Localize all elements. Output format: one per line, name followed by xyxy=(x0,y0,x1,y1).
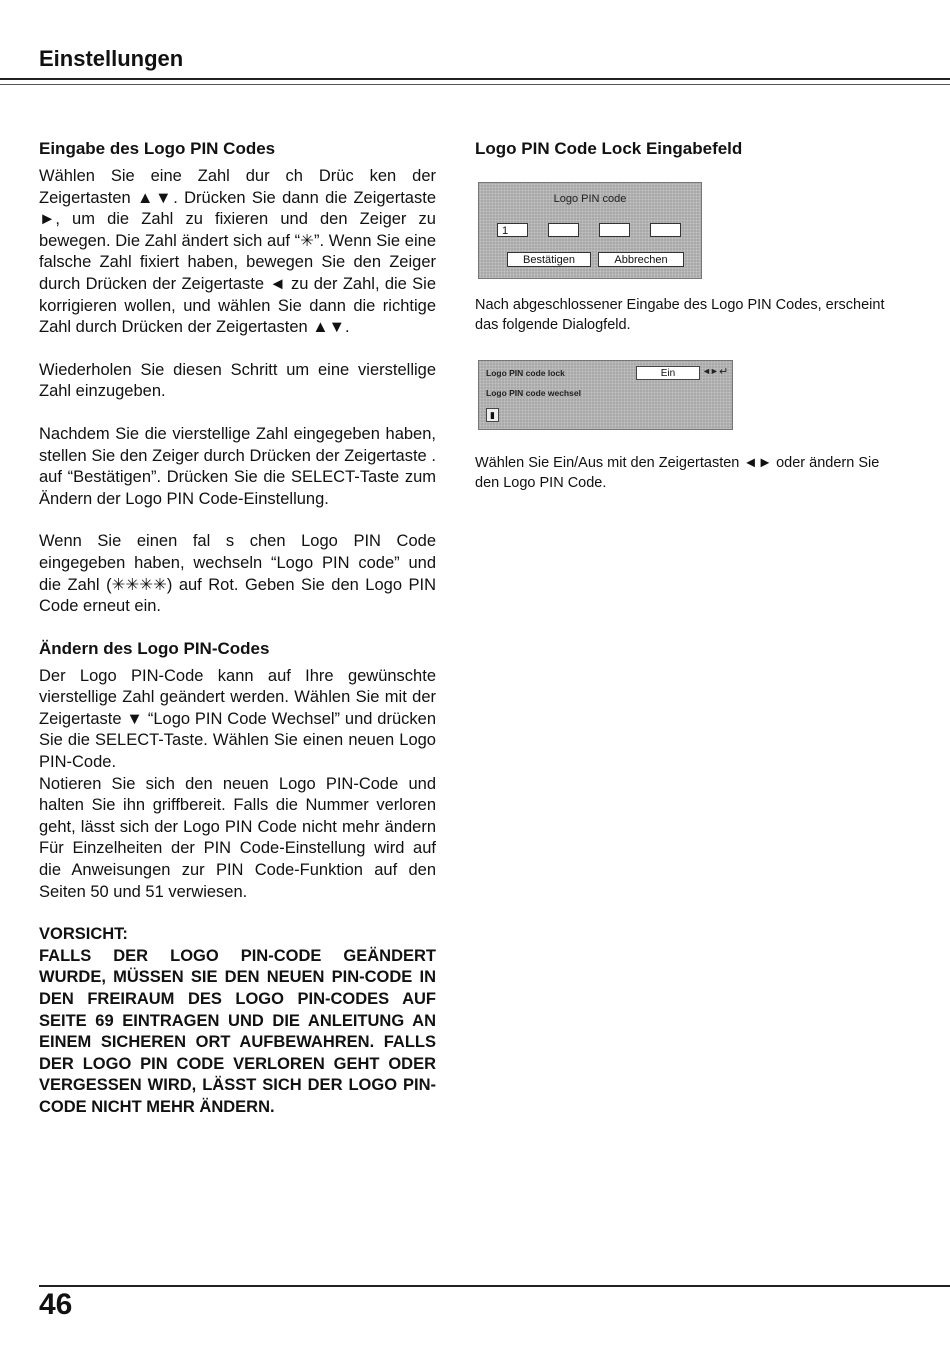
paragraph-confirm: Nachdem Sie die vierstellige Zahl eingegeben haben, stellen Sie den Zeiger durch Drücken der Zeigertaste . auf “Bestätigen”. Drücken Sie die SELECT-Taste zum Ändern der Logo PIN Code-Einstellung. xyxy=(39,424,436,508)
paragraph-note-pin: Notieren Sie sich den neuen Logo PIN-Code und halten Sie ihn griffbereit. Falls die Nummer verloren geht, lässt sich der Logo PIN Code nicht mehr ändern Für Einzelheiten der PIN Code-Einstellung wird auf die Anweisungen zur PIN Code-Funktion auf den Seiten 50 und 51 verwiesen. xyxy=(39,774,436,901)
pin-digit-1-field[interactable]: 1 xyxy=(497,223,528,237)
section-heading-pin-entry: Eingabe des Logo PIN Codes xyxy=(39,139,276,158)
paragraph-wrong-pin: Wenn Sie einen fal s chen Logo PIN Code eingegeben haben, wechseln “Logo PIN code” und die Zahl (✳✳✳✳) auf Rot. Geben Sie den Logo PIN Code erneut ein. xyxy=(39,532,436,616)
footer-rule xyxy=(39,1285,950,1287)
header-rule-thin xyxy=(0,84,950,85)
caution-heading: VORSICHT: xyxy=(39,925,128,944)
exit-icon[interactable]: ▮ xyxy=(486,408,499,422)
pin-code-lock-value[interactable]: Ein xyxy=(636,366,700,380)
menu-item-pin-code-lock[interactable]: Logo PIN code lock xyxy=(486,368,565,378)
pin-digit-4-field[interactable] xyxy=(650,223,681,237)
caution-text: FALLS DER LOGO PIN-CODE GEÄNDERT WURDE, MÜSSEN SIE DEN NEUEN PIN-CODE IN DEN FREIRAUM DES LOGO PIN-CODES AUF SEITE 69 EINTRAGEN UND DIE ANLEITUNG AN EINEM SICHEREN ORT AUFBEWAHREN. FALLS DER LOGO PIN CODE VERLOREN GEHT ODER VERGESSEN WIRD, LÄSST SICH DER LOGO PIN-CODE NICHT MEHR ÄNDERN. xyxy=(39,946,436,1116)
confirm-button[interactable]: Bestätigen xyxy=(507,252,591,267)
page-number: 46 xyxy=(39,1288,73,1321)
pin-digit-2-field[interactable] xyxy=(548,223,579,237)
dialog-title: Logo PIN code xyxy=(553,193,627,205)
logo-pin-code-dialog xyxy=(478,182,702,279)
paragraph-change-pin: Der Logo PIN-Code kann auf Ihre gewünschte vierstellige Zahl geändert werden. Wählen Sie mit der Zeigertaste ▼ “Logo PIN Code Wechsel” und drücken Sie die SELECT-Taste. Wählen Sie einen neuen Logo PIN-Code. xyxy=(39,666,436,772)
left-column xyxy=(39,138,436,1119)
header-rule xyxy=(0,78,950,80)
caption-select-on-off: Wählen Sie Ein/Aus mit den Zeigertasten ◄► oder ändern Sie den Logo PIN Code. xyxy=(475,455,880,491)
paragraph-pin-entry: Wählen Sie eine Zahl dur ch Drüc ken der Zeigertasten ▲▼. Drücken Sie dann die Zeigertaste ►, um die Zahl zu fixieren und den Zeiger zu bewegen. Die Zahl ändert sich auf “✳”. Wenn Sie eine falsche Zahl fixiert haben, bewegen Sie den Zeiger durch Drücken der Zeigertaste ◄ zu der Zahl, die Sie korrigieren wollen, und wählen Sie dann die richtige Zahl durch Drücken der Zeigertasten ▲▼. xyxy=(39,167,436,337)
left-right-arrows-icon[interactable]: ◄► xyxy=(702,366,718,376)
cancel-button[interactable]: Abbrechen xyxy=(598,252,684,267)
return-icon[interactable]: ↵ xyxy=(719,366,729,378)
right-column xyxy=(475,138,895,491)
paragraph-repeat: Wiederholen Sie diesen Schritt um eine vierstellige Zahl einzugeben. xyxy=(39,360,436,401)
pin-digit-3-field[interactable] xyxy=(599,223,630,237)
section-heading-pin-lock-dialog: Logo PIN Code Lock Eingabefeld xyxy=(475,139,743,158)
caption-after-entry: Nach abgeschlossener Eingabe des Logo PIN Codes, erscheint das folgende Dialogfeld. xyxy=(475,297,885,333)
page-title: Einstellungen xyxy=(39,46,184,71)
section-heading-change-pin: Ändern des Logo PIN-Codes xyxy=(39,638,270,658)
logo-pin-code-lock-menu xyxy=(478,360,733,430)
menu-item-pin-code-change[interactable]: Logo PIN code wechsel xyxy=(486,388,581,398)
